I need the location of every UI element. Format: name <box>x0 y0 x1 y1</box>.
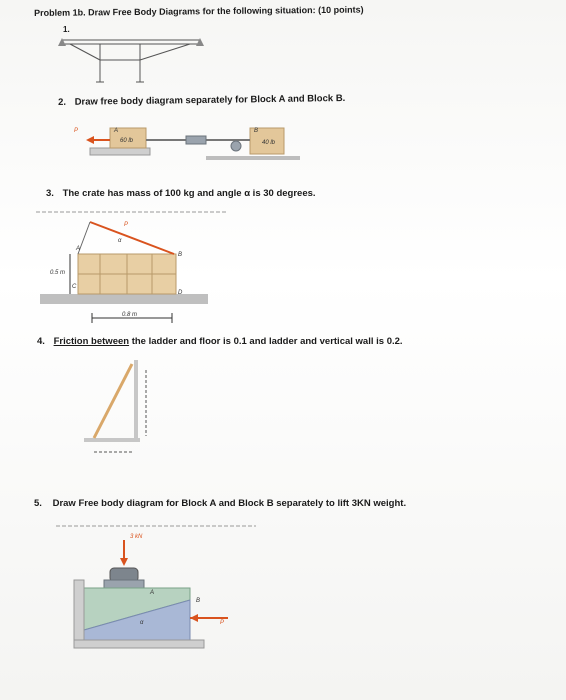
fig3-label-b: B <box>178 252 183 258</box>
fig5-label-b: B <box>196 598 201 604</box>
fig5-label-p: P <box>220 620 225 626</box>
fig2-weight-b: 40 lb <box>262 140 276 146</box>
question-3-number: 3. <box>46 188 54 199</box>
fig3-label-alpha: α <box>118 238 122 244</box>
item-1-number: 1. <box>63 25 70 34</box>
question-4-underlined: Friction between <box>53 336 130 347</box>
question-5-text: Draw Free body diagram for Block A and Block B separately to lift 3KN weight. <box>52 498 407 509</box>
fig5-load: 3 kN <box>130 534 143 540</box>
fig2-label-a: A <box>114 128 119 134</box>
fig3-label-c: C <box>72 284 77 290</box>
question-2-number: 2. <box>58 96 67 108</box>
fig3-width: 0.8 m <box>122 312 138 318</box>
question-4-text: the ladder and floor is 0.1 and ladder and vertical wall is 0.2. <box>129 336 403 347</box>
fig3-label-p: P <box>124 222 129 228</box>
fig3-label-a: A <box>76 246 81 252</box>
fig2-label-b: B <box>254 128 259 134</box>
fig3-label-d: D <box>178 290 183 296</box>
fig2-label-p: P <box>74 128 79 134</box>
fig5-label-alpha: α <box>140 620 144 626</box>
fig5-label-a: A <box>150 590 155 596</box>
fig3-height: 0.5 m <box>50 270 66 276</box>
question-5-number: 5. <box>34 498 42 509</box>
question-4-number: 4. <box>37 336 45 347</box>
problem-title: Problem 1b. Draw Free Body Diagrams for the following situation: (10 points) <box>34 4 364 18</box>
question-2-text: Draw free body diagram separately for Block A and Block B. <box>74 92 346 108</box>
question-3-text: The crate has mass of 100 kg and angle α is 30 degrees. <box>62 188 316 199</box>
fig2-weight-a: 60 lb <box>120 138 134 144</box>
